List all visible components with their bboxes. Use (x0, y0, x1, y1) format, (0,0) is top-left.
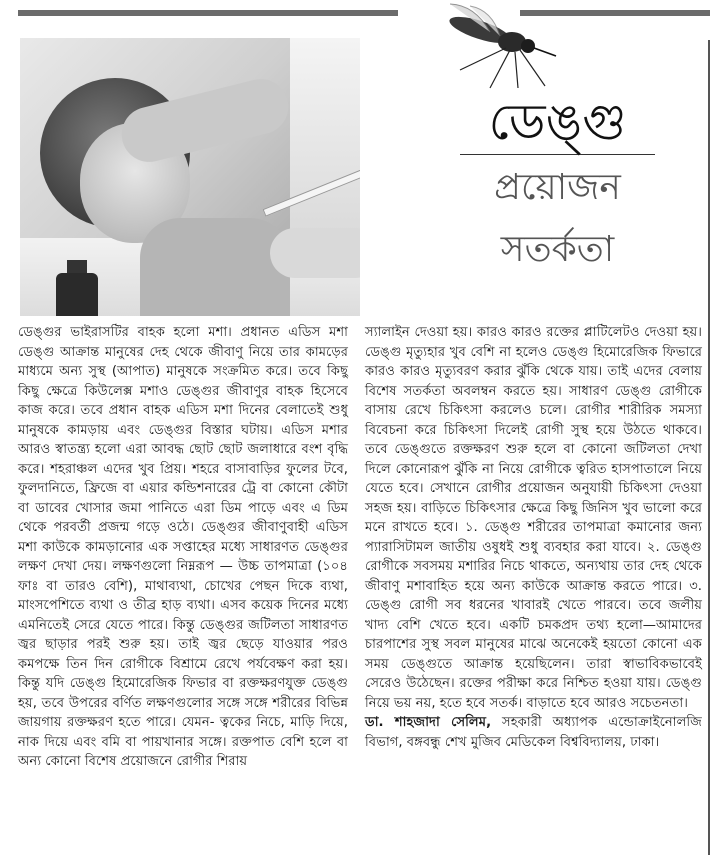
headline: ডেঙ্গু (488, 93, 627, 151)
headline-block (460, 90, 655, 281)
headline-divider (460, 154, 655, 155)
article-text-left: ডেঙ্গুর ভাইরাসটির বাহক হলো মশা। প্রধানত এডিস মশা ডেঙ্গু আক্রান্ত মানুষের দেহ থেকে জীবাণু নিয়ে তার কামড়ের মাধ্যমে অন্য সুস্থ (আপাত) মানুষকে সংক্রমিত করে। তবে কিছু কিছু ক্ষেত্রে কিউলেক্স মশাও ডেঙ্গুর জীবাণুর বাহক হিসেবে কাজ করে। তবে প্রধান বাহক এডিস মশা দিনের বেলাতেই শুধু মানুষকে কামড়ায় এবং ডেঙ্গুর বিস্তার ঘটায়। এডিস মশার আরও স্বাতন্ত্র্য হলো এরা আবদ্ধ ছোট ছোট জলাধারে বংশ বৃদ্ধি করে। শহরাঞ্চল এদের খুব প্রিয়। শহরে বাসাবাড়ির ফুলের টবে, ফুলদানিতে, ফ্রিজে বা এয়ার কন্ডিশনারের ট্রে বা কোনো কৌটা বা ডাবের খোসার জমা পানিতে এরা ডিম পাড়ে এবং এ ডিম থেকে পরবর্তী প্রজন্ম গড়ে ওঠে। ডেঙ্গুর জীবাণুবাহী এডিস মশা কাউকে কামড়ানোর এক সপ্তাহের মধ্যে সাধারণত ডেঙ্গুর লক্ষণ দেখা দেয়। লক্ষণগুলো নিম্নরূপ — উচ্চ তাপমাত্রা (১০৪ ফাঃ বা তারও বেশি), মাথাব্যথা, চোখের পেছন দিকে ব্যথা, মাংসপেশিতে ব্যথা ও তীব্র হাড় ব্যথা। এসব কয়েক দিনের মধ্যে এমনিতেই সেরে যেতে পারে। কিন্তু ডেঙ্গুর জটিলতা সাধারণত জ্বর ছাড়ার পরই শুরু হয়। তাই জ্বর ছেড়ে যাওয়ার পরও কমপক্ষে তিন দিন রোগীকে বিশ্রামে রেখে পর্যবেক্ষণ করা হয়। কিন্তু যদি ডেঙ্গু হিমোরেজিক ফিভার বা রক্তক্ষরণযুক্ত ডেঙ্গু হয়, তবে উপরের বর্ণিত লক্ষণগুলোর সঙ্গে সঙ্গে শরীরের বিভিন্ন জায়গায় রক্তক্ষরণ হতে পারে। যেমন- ত্বকের নিচে, মাড়ি দিয়ে, নাক দিয়ে এবং বমি বা পায়খানার সঙ্গে। রক্তপাত বেশি হলে বা অন্য কোনো বিশেষ প্রয়োজনে রোগীর শিরায় (18, 325, 348, 769)
side-rule (708, 40, 710, 855)
author-name: ডা. শাহজাদা সেলিম, (365, 715, 492, 730)
mosquito-icon (420, 0, 560, 90)
author-affiliation: সহকারী অধ্যাপক এন্ডোক্রাইনোলজি বিভাগ, বঙ্গবন্ধু শেখ মুজিব মেডিকেল বিশ্ববিদ্যালয়, ঢাকা। (365, 715, 702, 750)
sick-child-photo (20, 38, 360, 316)
photo-hand (270, 228, 360, 278)
medicine-bottle-icon (56, 273, 98, 316)
subhead-line-2: সতর্কতা (500, 229, 615, 270)
subhead-line-1: প্রয়োজন (494, 167, 621, 208)
photo-child-shirt (140, 218, 290, 316)
article-column-left (18, 323, 348, 772)
article-text-right: স্যালাইন দেওয়া হয়। কারও কারও রক্তের প্লাটিলেটও দেওয়া হয়। ডেঙ্গু মৃত্যুহার খুব বেশি না হলেও ডেঙ্গু হিমোরেজিক ফিভারে কারও কারও মৃত্যুবরণ করার ঝুঁকি থেকে যায়। তাই এদের বেলায় বিশেষ সতর্কতা অবলম্বন করতে হয়। সাধারণ ডেঙ্গু রোগীকে বাসায় রেখে চিকিৎসা করলেও চলে। রোগীর শারীরিক সমস্যা বিবেচনা করে চিকিৎসা দিলেই রোগী সুস্থ হয়ে উঠতে থাকবে। তবে ডেঙ্গুতে রক্তক্ষরণ শুরু হলে বা কোনো জটিলতা দেখা দিলে কোনোরূপ ঝুঁকি না নিয়ে রোগীকে ত্বরিত হাসপাতালে নিয়ে যেতে হবে। সেখানে রোগীর প্রয়োজন অনুযায়ী চিকিৎসা দেওয়া সহজ হয়। বাড়িতে চিকিৎসার ক্ষেত্রে কিছু জিনিস খুব ভালো করে মনে রাখতে হবে। ১. ডেঙ্গু শরীরের তাপমাত্রা কমানোর জন্য প্যারাসিটামল জাতীয় ওষুধই শুধু ব্যবহার করা যাবে। ২. ডেঙ্গু রোগীকে সবসময় মশারির নিচে থাকতে, অন্যথায় তার দেহ থেকে জীবাণু মশাবাহিত হয়ে অন্য কাউকে আক্রান্ত করতে পারে। ৩. ডেঙ্গু রোগী সব ধরনের খাবারই খেতে পারবে। তবে জলীয় খাদ্য বেশি খেতে হবে। একটি চমকপ্রদ তথ্য হলো—আমাদের চারপাশের সুস্থ সবল মানুষের মাঝে অনেকেই হয়তো কোনো এক সময় ডেঙ্গুতে আক্রান্ত হয়েছিলেন। তারা স্বাভাবিকভাবেই সেরেও উঠেছেন। রক্তের পরীক্ষা করে নিশ্চিত হওয়া যায়। ডেঙ্গু নিয়ে ভয় নয়, হতে হবে সতর্ক। বাড়াতে হবে আরও সচেতনতা। (365, 325, 702, 711)
top-rule (18, 10, 398, 16)
byline (365, 713, 702, 752)
article-column-right (365, 323, 702, 752)
